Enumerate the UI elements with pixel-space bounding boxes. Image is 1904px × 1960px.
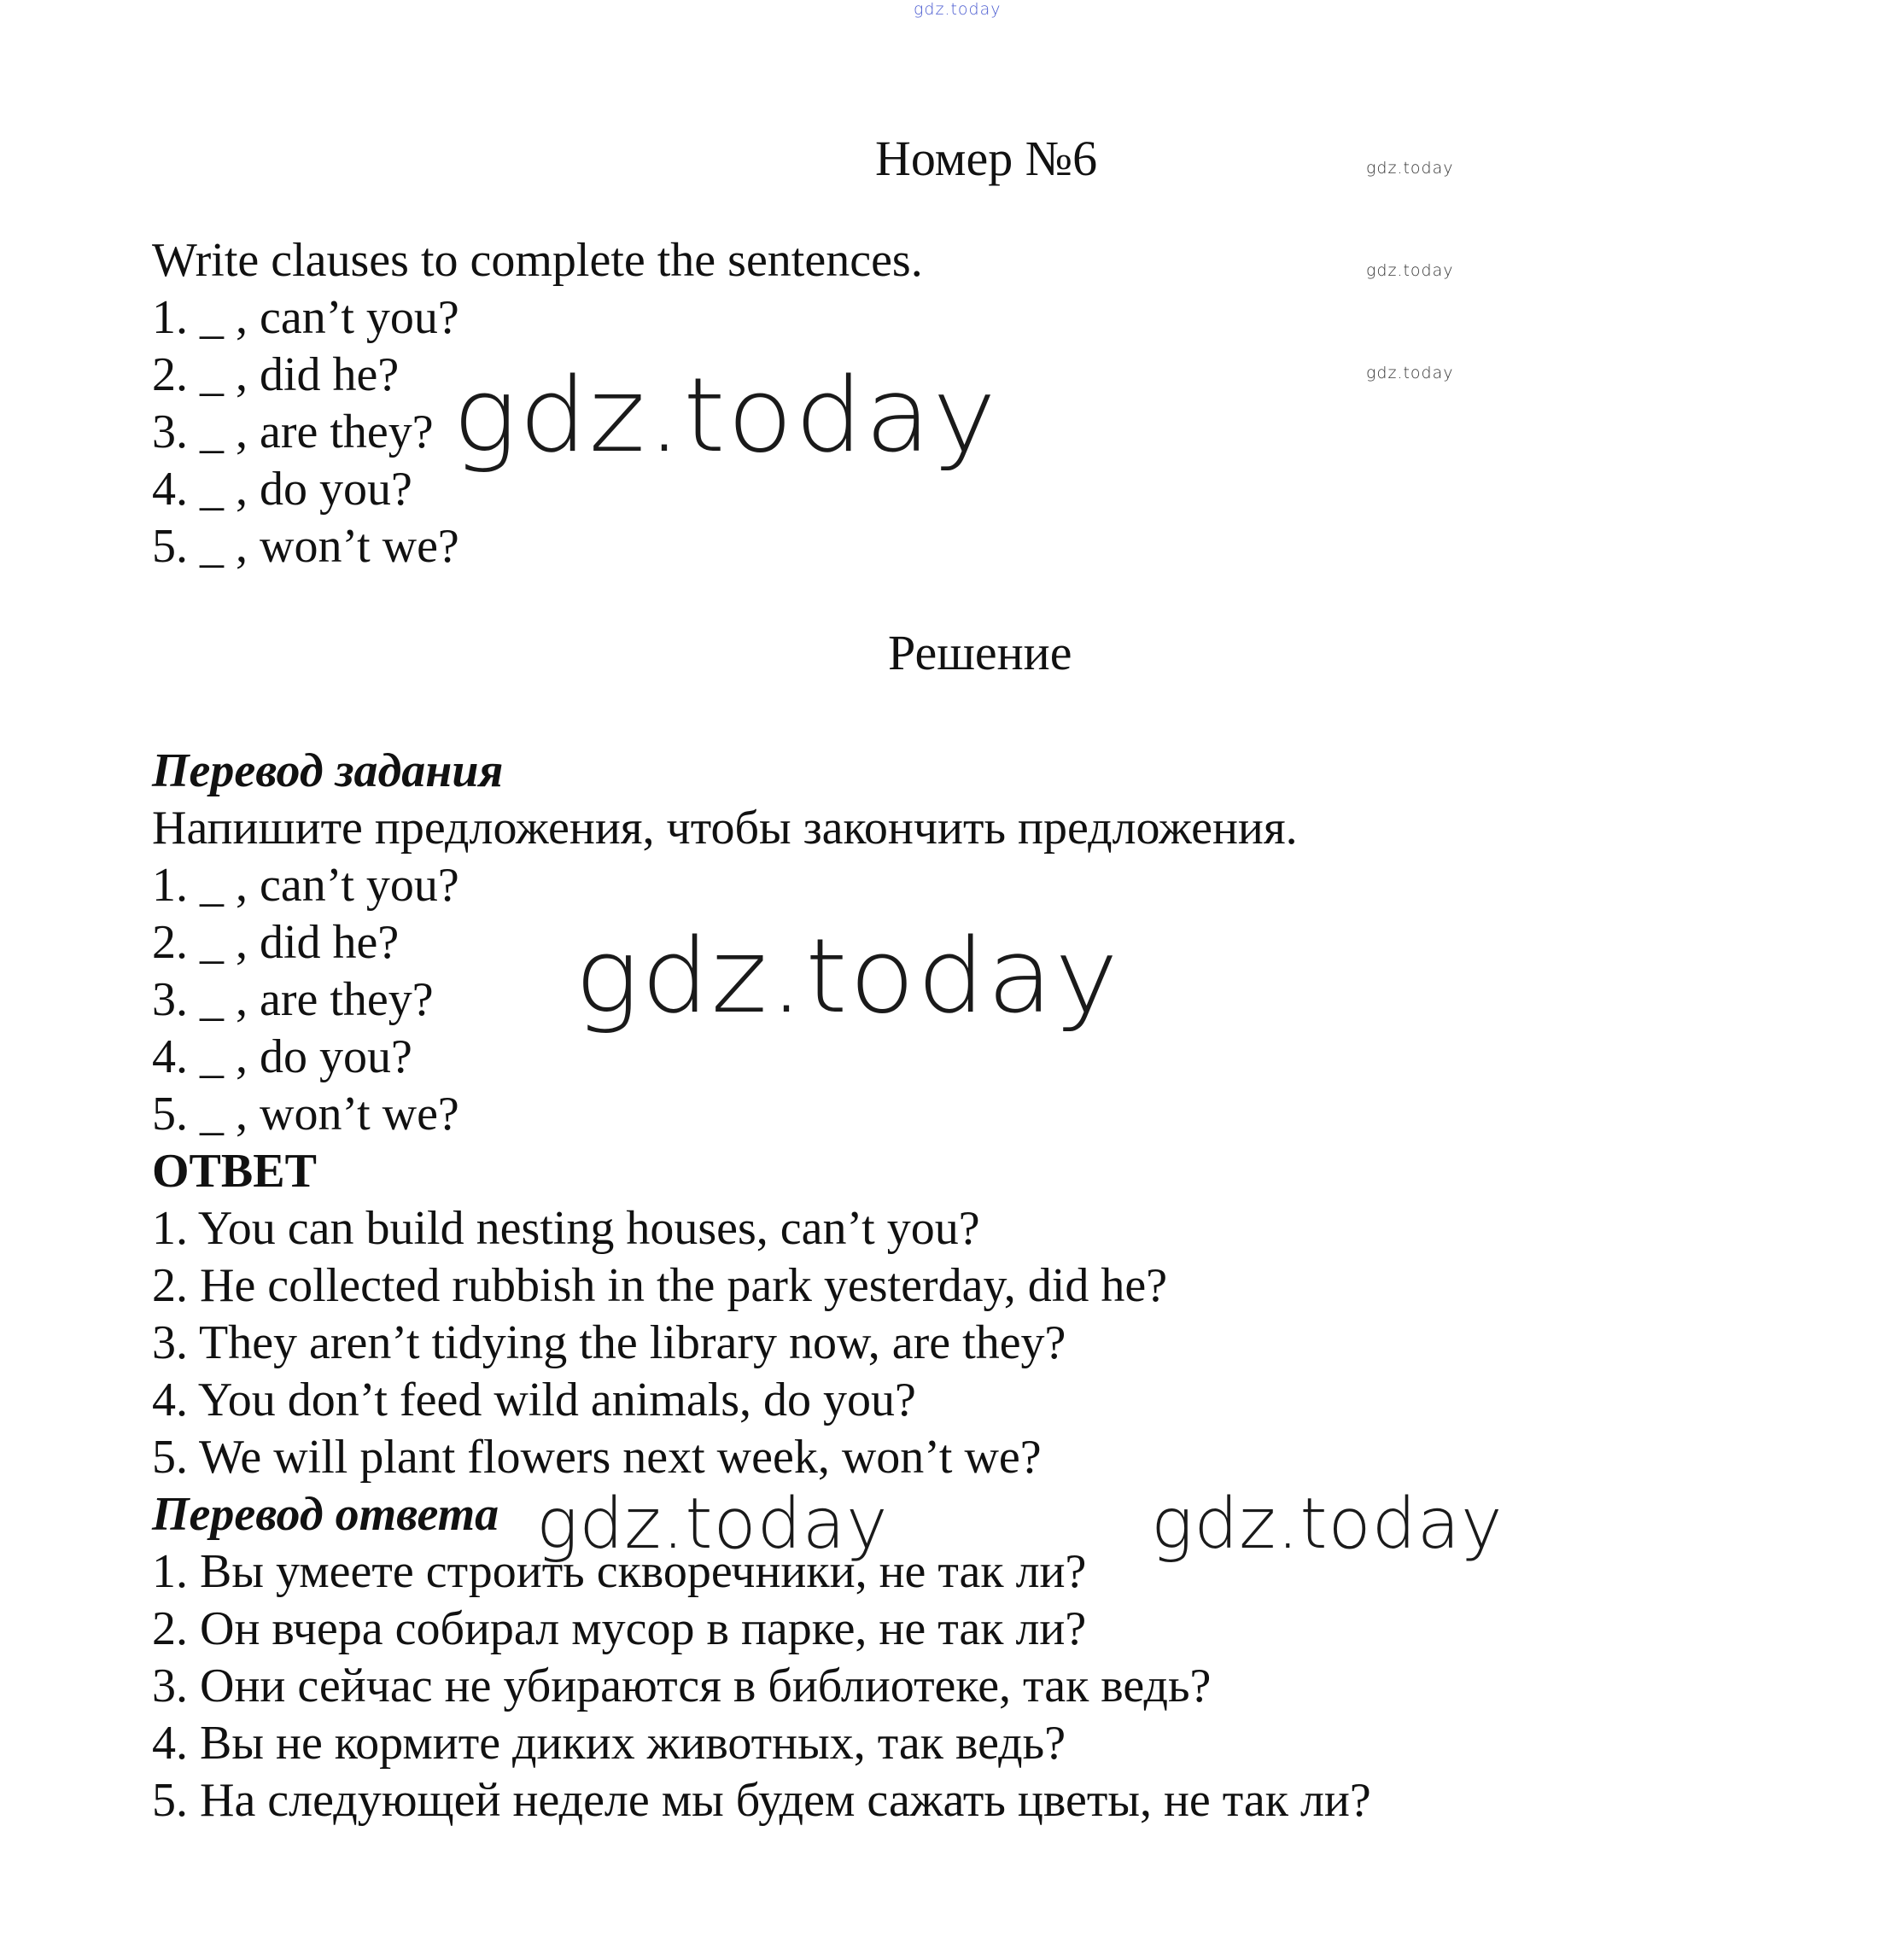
translation-heading: Перевод задания — [152, 744, 504, 797]
answer-translation-item: 1. Вы умеете строить скворечники, не так ли? — [152, 1545, 1087, 1598]
answer-translation-item: 2. Он вчера собирал мусор в парке, не так ли? — [152, 1602, 1087, 1655]
watermark-large-1: gdz.today — [453, 357, 998, 475]
task-instruction: Write clauses to complete the sentences. — [152, 234, 923, 287]
answer-item: 3. They aren’t tidying the library now, are they? — [152, 1316, 1066, 1369]
watermark-large-3: gdz.today — [536, 1484, 889, 1565]
translation-instruction: Напишите предложения, чтобы закончить предложения. — [152, 802, 1298, 855]
watermark-small-3: gdz.today — [1366, 364, 1454, 382]
answer-item: 4. You don’t feed wild animals, do you? — [152, 1374, 916, 1426]
watermark-small-1: gdz.today — [1366, 159, 1454, 178]
translation-item: 2. _ , did he? — [152, 916, 400, 969]
translation-item: 4. _ , do you? — [152, 1030, 412, 1083]
answer-item: 1. You can build nesting houses, can’t you? — [152, 1202, 980, 1255]
answer-translation-heading: Перевод ответа — [152, 1488, 499, 1541]
answer-translation-item: 3. Они сейчас не убираются в библиотеке, так ведь? — [152, 1660, 1212, 1712]
watermark-small-2: gdz.today — [1366, 261, 1454, 280]
task-item: 3. _ , are they? — [152, 405, 434, 458]
translation-item: 5. _ , won’t we? — [152, 1088, 459, 1140]
watermark-large-2: gdz.today — [575, 918, 1120, 1036]
answer-item: 2. He collected rubbish in the park yesterday, did he? — [152, 1259, 1168, 1312]
page-title: Номер №6 — [875, 131, 1098, 186]
task-item: 4. _ , do you? — [152, 463, 412, 516]
translation-item: 1. _ , can’t you? — [152, 859, 459, 912]
task-item: 1. _ , can’t you? — [152, 291, 459, 344]
answer-translation-item: 4. Вы не кормите диких животных, так ведь? — [152, 1717, 1066, 1770]
answer-heading: ОТВЕТ — [152, 1145, 317, 1198]
watermark-large-4: gdz.today — [1151, 1484, 1504, 1565]
task-item: 2. _ , did he? — [152, 348, 400, 401]
translation-item: 3. _ , are they? — [152, 973, 434, 1026]
answer-item: 5. We will plant flowers next week, won’t we? — [152, 1431, 1042, 1484]
solution-heading: Решение — [888, 625, 1072, 680]
watermark-top: gdz.today — [914, 0, 1002, 19]
answer-translation-item: 5. На следующей неделе мы будем сажать цветы, не так ли? — [152, 1774, 1371, 1827]
task-item: 5. _ , won’t we? — [152, 520, 459, 573]
